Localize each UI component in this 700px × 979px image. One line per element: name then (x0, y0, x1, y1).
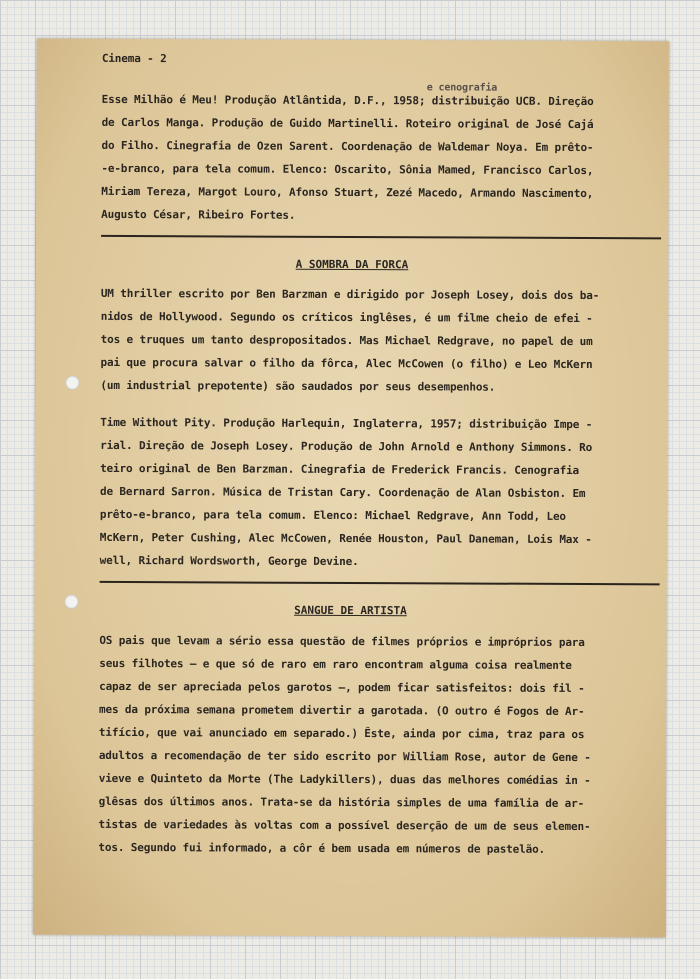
review-line: adultos a recomendação de ter sido escrito por William Rose, autor de Gene - (98, 748, 591, 765)
typewritten-page (33, 39, 669, 938)
credits-line-2: de Carlos Manga. Produção de Guido Martinelli. Roteiro original de José Cajá (101, 115, 594, 132)
review-line: OS pais que levam a sério essa questão de filmes próprios e impróprios para (99, 633, 585, 650)
review-line: capaz de ser apreciada pelos garotos —, podem ficar satisfeitos: dois fil - (99, 679, 585, 696)
credits-line: prêto-e-branco, para tela comum. Elenco: Michael Redgrave, Ann Todd, Leo (99, 507, 566, 523)
review-line: vieve e Quinteto da Morte (The Ladykillers), duas das melhores comédias in - (98, 771, 591, 788)
review-line: nidos de Hollywood. Segundo os críticos inglêses, é um filme cheio de efei - (100, 309, 593, 326)
review-line: tos. Segundo fui informado, a côr é bem usada em números de pastelão. (98, 840, 546, 856)
review-line: (um industrial prepotente) são saudados por seus desempenhos. (100, 378, 496, 394)
credits-line-5: Miriam Tereza, Margot Louro, Afonso Stuart, Zezé Macedo, Armando Nascimento, (101, 184, 594, 201)
credits-line-4: -e-branco, para tela comum. Elenco: Oscarito, Sônia Mamed, Francisco Carlos, (101, 161, 594, 178)
review-line: seus filhotes — e que só de raro em raro encontram alguma coisa realmente (99, 656, 572, 672)
page-label: Cinema - 2 (101, 51, 167, 66)
review-line: tifício, que vai anunciado em separado.) Êste, ainda por cima, traz para os (98, 725, 585, 742)
review-line: tos e truques um tanto despropositados. Mas Michael Redgrave, no papel de um (100, 332, 593, 349)
credits-line-1: Esse Milhão é Meu! Produção Atlântida, D.F., 1958; distribuição UCB. Direção (101, 92, 594, 109)
credits-line: well, Richard Wordsworth, George Devine. (99, 553, 359, 569)
section-heading: SANGUE DE ARTISTA (294, 603, 407, 618)
credits-line: Time Without Pity. Produção Harlequin, Inglaterra, 1957; distribuição Impe - (100, 415, 593, 432)
credits-line: rial. Direção de Joseph Losey. Produção de John Arnold e Anthony Simmons. Ro (100, 438, 593, 455)
review-line: mes da próxima semana prometem divertir a garotada. (O outro é Fogos de Ar- (99, 702, 585, 719)
section-divider (100, 581, 660, 585)
credits-line: teiro original de Ben Barzman. Cinegrafia de Frederick Francis. Cenografia (100, 461, 580, 477)
review-line: tistas de variedades às voltas com a possível deserção de um de seus elemen- (98, 817, 591, 834)
credits-line: de Bernard Sarron. Música de Tristan Cary. Coordenação de Alan Osbiston. Em (99, 484, 586, 501)
handwritten-insert: e cenografia (426, 82, 498, 94)
credits-line-3: do Filho. Cinegrafia de Ozen Sarent. Coordenação de Waldemar Noya. Em prêto- (101, 138, 594, 155)
credits-line: McKern, Peter Cushing, Alec McCowen, Renée Houston, Paul Daneman, Lois Max - (99, 530, 592, 547)
credits-line-6: Augusto César, Ribeiro Fortes. (101, 207, 296, 222)
punch-hole (65, 376, 79, 390)
review-line: UM thriller escrito por Ben Barzman e dirigido por Joseph Losey, dois dos ba- (100, 286, 600, 303)
review-line: pai que procura salvar o filho da fôrca, Alec McCowen (o filho) e Leo McKern (100, 355, 593, 372)
review-line: glêsas dos últimos anos. Trata-se da história simples de uma família de ar- (98, 794, 585, 811)
section-divider (101, 235, 661, 239)
section-heading: A SOMBRA DA FORCA (295, 257, 409, 272)
